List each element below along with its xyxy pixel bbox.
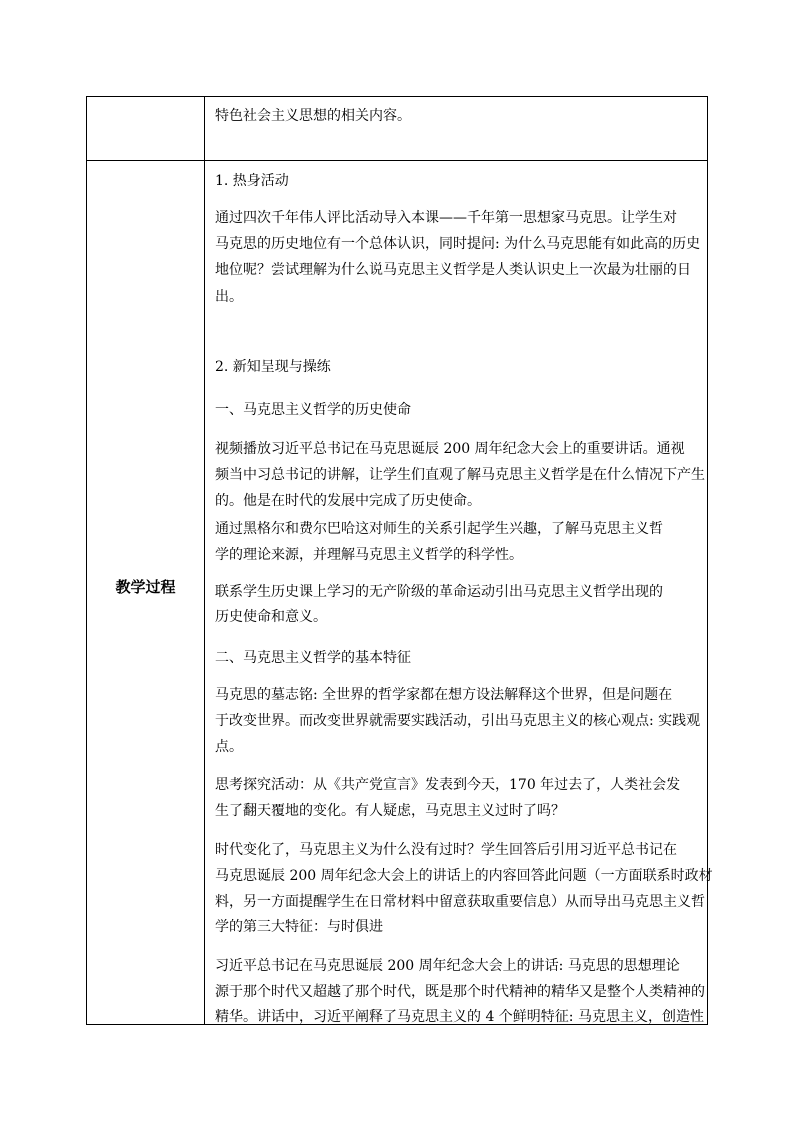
paragraph-line: 料，另一方面提醒学生在日常材料中留意获取重要信息）从而导出马克思主义哲: [215, 894, 705, 910]
paragraph-line: 习近平总书记在马克思诞辰 200 周年纪念大会上的讲话: 马克思的思想理论: [215, 958, 680, 974]
paragraph-line: 学的理论来源，并理解马克思主义哲学的科学性。: [215, 547, 523, 563]
section-heading-warmup: 1. 热身活动: [215, 173, 289, 189]
row-label-cell: [87, 161, 205, 1024]
paragraph-line: 马克思的历史地位有一个总体认识，同时提问: 为什么马克思能有如此高的历史: [215, 236, 701, 252]
paragraph-line: 历史使命和意义。: [215, 609, 327, 625]
paragraph-line: 视频播放习近平总书记在马克思诞辰 200 周年纪念大会上的重要讲话。通视: [215, 441, 685, 457]
paragraph-line: 地位呢？尝试理解为什么说马克思主义哲学是人类认识史上一次最为壮丽的日: [215, 262, 691, 278]
paragraph-line: 联系学生历史课上学习的无产阶级的革命运动引出马克思主义哲学出现的: [215, 584, 663, 600]
row-content-cell-main: [205, 161, 713, 1025]
table-row-top: [87, 97, 707, 161]
table-row-teaching-process: [87, 161, 713, 1025]
lesson-plan-table: [86, 96, 713, 1025]
row-label-cell-empty: [87, 97, 205, 160]
row-content-cell-top: [205, 97, 707, 160]
paragraph-line: 出。: [215, 289, 243, 305]
paragraph-line: 于改变世界。而改变世界就需要实践活动，引出马克思主义的核心观点: 实践观: [215, 713, 701, 729]
paragraph-line: 频当中习总书记的讲解，让学生们直观了解马克思主义哲学是在什么情况下产生: [215, 467, 705, 483]
paragraph-line: 源于那个时代又超越了那个时代，既是那个时代精神的精华又是整个人类精神的: [215, 984, 705, 1000]
section-heading-new-knowledge: 2. 新知呈现与操练: [215, 359, 331, 375]
subsection-heading-basic-features: 二、马克思主义哲学的基本特征: [215, 650, 411, 666]
paragraph-line: 马克思诞辰 200 周年纪念大会上的讲话上的内容回答此问题（一方面联系时政材: [215, 868, 713, 884]
paragraph-line: 思考探究活动：从《共产党宣言》发表到今天，170 年过去了，人类社会发: [215, 777, 681, 793]
paragraph-line: 生了翻天覆地的变化。有人疑虑，马克思主义过时了吗？: [215, 803, 565, 819]
paragraph-line: 精华。讲话中，习近平阐释了马克思主义的 4 个鲜明特征: 马克思主义，创造性: [215, 1009, 704, 1025]
paragraph-line: 通过四次千年伟人评比活动导入本课——千年第一思想家马克思。让学生对: [215, 210, 677, 226]
paragraph-line: 的。他是在时代的发展中完成了历史使命。: [215, 493, 481, 509]
paragraph-line: 通过黑格尔和费尔巴哈这对师生的关系引起学生兴趣，了解马克思主义哲: [215, 521, 663, 537]
paragraph-line: 时代变化了，马克思主义为什么没有过时？学生回答后引用习近平总书记在: [215, 842, 677, 858]
paragraph-line: 马克思的墓志铭: 全世界的哲学家都在想方设法解释这个世界，但是问题在: [215, 687, 673, 703]
paragraph-line: 学的第三大特征：与时俱进: [215, 919, 383, 935]
row-label-teaching-process: 教学过程: [115, 578, 176, 596]
paragraph-line: 点。: [215, 739, 243, 755]
content-line-top: 特色社会主义思想的相关内容。: [215, 108, 411, 124]
subsection-heading-historical-mission: 一、马克思主义哲学的历史使命: [215, 402, 411, 418]
